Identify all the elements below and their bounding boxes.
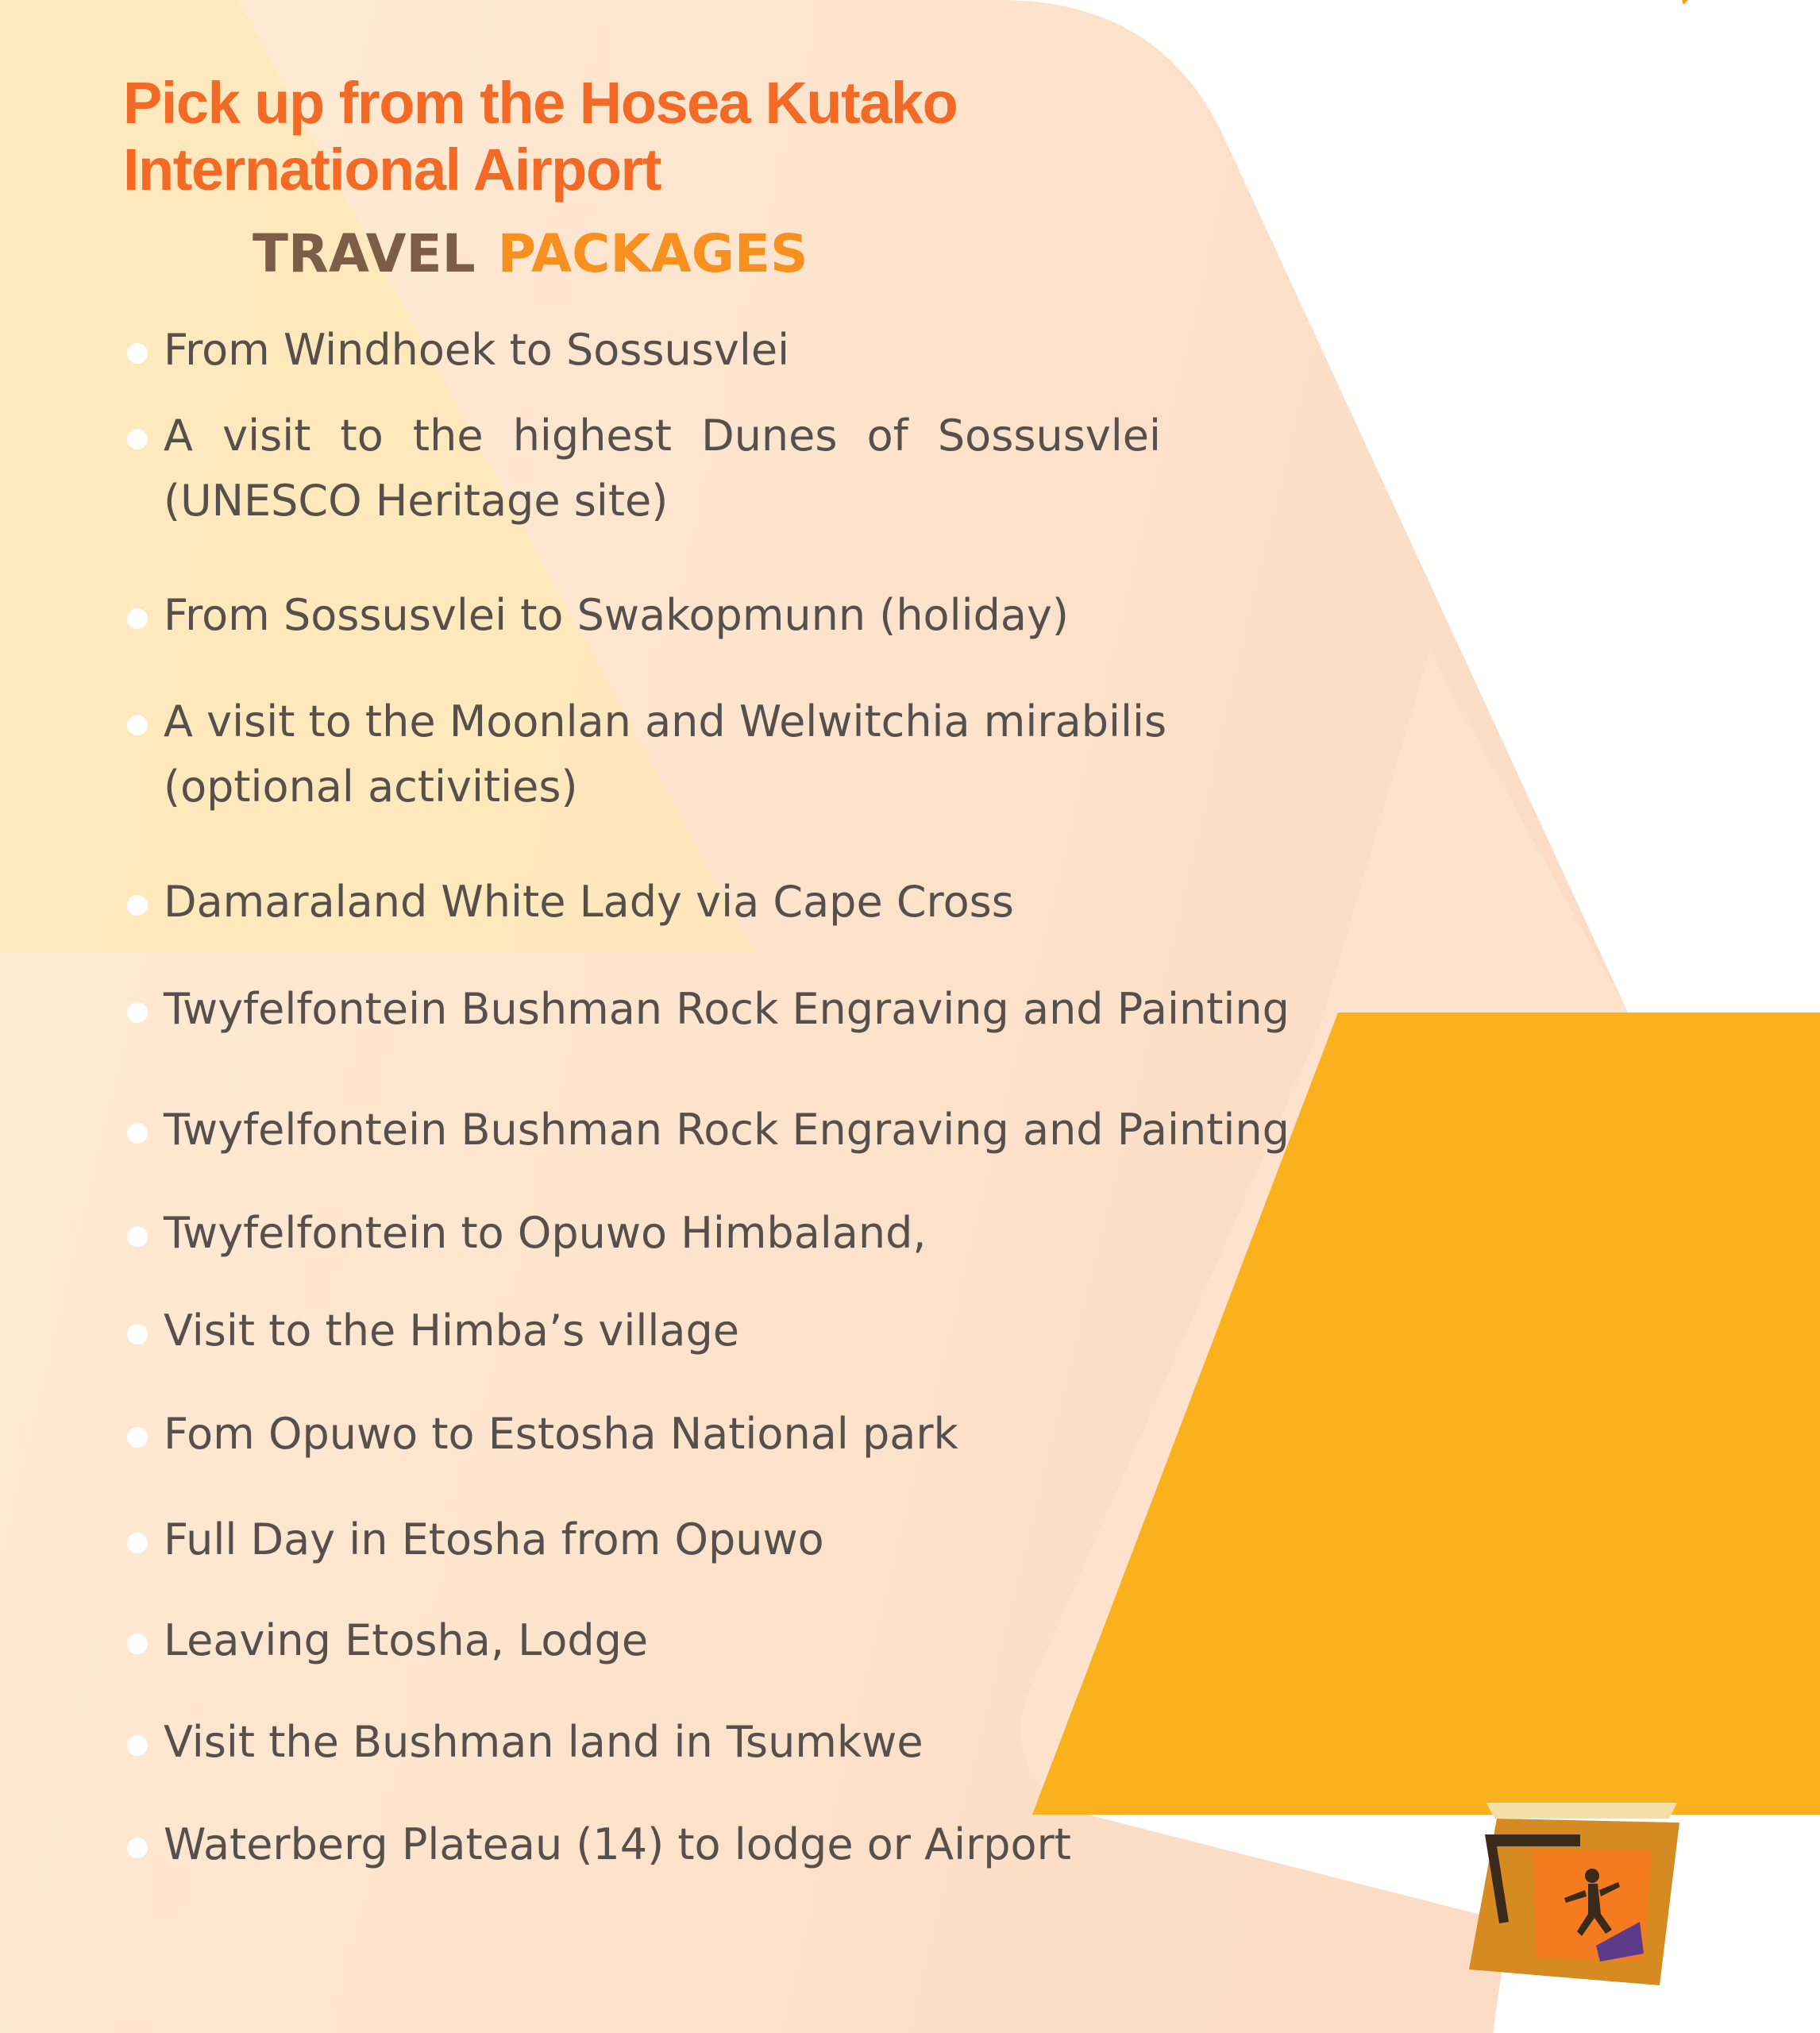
list-item-text: From Sossusvlei to Swakopmunn (holiday) — [164, 590, 1069, 640]
list-item — [127, 870, 1014, 935]
page-title — [123, 70, 1155, 203]
list-item — [127, 1812, 1071, 1877]
list-item-text: Full Day in Etosha from Opuwo — [164, 1514, 824, 1564]
list-item-text-line-2: (UNESCO Heritage site) — [164, 476, 669, 526]
list-item — [127, 1710, 923, 1775]
bullet-icon — [127, 1002, 148, 1023]
list-item-text: Twyfelfontein Bushman Rock Engraving and Painting — [164, 1105, 1290, 1155]
list-item-text: Visit to the Himba’s village — [164, 1306, 739, 1356]
list-item-text: Fom Opuwo to Estosha National park — [164, 1409, 958, 1459]
list-item — [127, 689, 1166, 820]
list-item — [127, 583, 1069, 648]
bullet-icon — [127, 715, 148, 735]
bullet-icon — [127, 895, 148, 916]
list-item — [127, 1402, 958, 1467]
bullet-icon — [127, 1226, 148, 1247]
list-item-text: Leaving Etosha, Lodge — [164, 1615, 649, 1665]
list-item-text: Twyfelfontein Bushman Rock Engraving and Painting — [164, 984, 1290, 1034]
bullet-icon — [127, 1735, 148, 1756]
list-item-text: Twyfelfontein to Opuwo Himbaland, — [164, 1208, 927, 1258]
list-item — [127, 403, 1161, 534]
heading-word-travel: TRAVEL — [253, 223, 476, 284]
bullet-icon — [127, 1427, 148, 1448]
tribal-dancer-logo-icon — [1461, 1803, 1699, 1985]
list-item — [127, 1507, 824, 1572]
list-item-text: A visit to the highest Dunes of Sossusvlei — [164, 411, 1162, 461]
list-item-text-line-2: (optional activities) — [164, 762, 578, 812]
bullet-icon — [127, 1838, 148, 1858]
title-line-1: Pick up from the Hosea Kutako — [123, 70, 958, 136]
list-item-text: Waterberg Plateau (14) to lodge or Airport — [164, 1819, 1071, 1869]
section-heading — [253, 222, 808, 286]
bullet-icon — [127, 1324, 148, 1344]
list-item-text: From Windhoek to Sossusvlei — [164, 325, 790, 375]
list-item-text: Visit the Bushman land in Tsumkwe — [164, 1717, 923, 1767]
bullet-icon — [127, 1533, 148, 1553]
list-item — [127, 1608, 648, 1673]
list-item-text: A visit to the Moonlan and Welwitchia mirabilis — [164, 696, 1167, 746]
bullet-icon — [127, 429, 148, 449]
list-item — [127, 1098, 1290, 1163]
heading-word-packages: PACKAGES — [497, 223, 808, 284]
bullet-icon — [127, 343, 148, 364]
bullet-icon — [127, 1634, 148, 1654]
bullet-icon — [127, 1123, 148, 1144]
list-item — [127, 977, 1290, 1042]
title-line-2: International Airport — [123, 137, 661, 203]
list-item-text: Damaraland White Lady via Cape Cross — [164, 877, 1014, 927]
bullet-icon — [127, 608, 148, 629]
list-item — [127, 1201, 927, 1266]
list-item — [127, 318, 789, 383]
list-item — [127, 1298, 739, 1364]
